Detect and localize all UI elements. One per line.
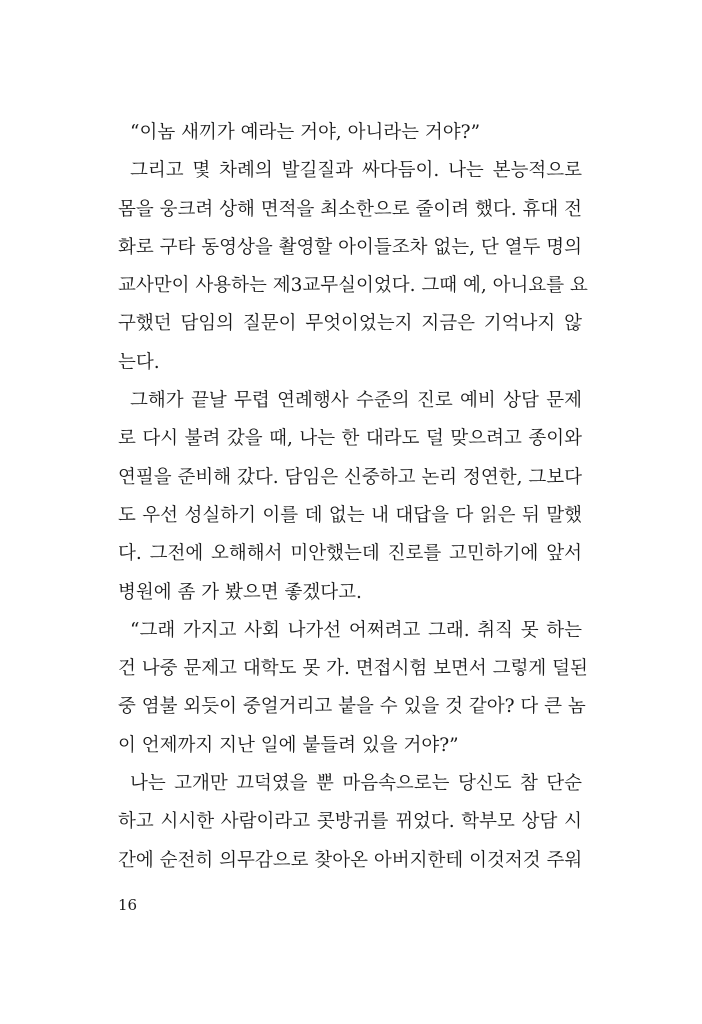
text-line: 도 우선 성실하기 이를 데 없는 내 대답을 다 읽은 뒤 말했 — [118, 504, 582, 526]
text-line: “이놈 새끼가 예라는 거야, 아니라는 거야?” — [130, 122, 481, 143]
page-body — [118, 118, 588, 884]
text-line: 그리고 몇 차례의 발길질과 싸다듬이. 나는 본능적으로 — [130, 160, 582, 182]
text-line: “그래 가지고 사회 나가선 어쩌려고 그래. 취직 못 하는 — [130, 619, 582, 641]
text-line: 는다. — [118, 351, 160, 373]
text-line: 구했던 담임의 질문이 무엇이었는지 지금은 기억나지 않 — [118, 313, 582, 335]
page-number: 16 — [118, 896, 138, 914]
text-line: 이 언제까지 지난 일에 붙들려 있을 거야?” — [118, 734, 459, 756]
text-line: 하고 시시한 사람이라고 콧방귀를 뀌었다. 학부모 상담 시 — [118, 811, 582, 833]
text-line: 건 나중 문제고 대학도 못 가. 면접시험 보면서 그렇게 덜된 — [118, 658, 588, 680]
text-line: 그해가 끝날 무렵 연례행사 수준의 진로 예비 상담 문제 — [130, 390, 582, 412]
text-line: 나는 고개만 끄덕였을 뿐 마음속으로는 당신도 참 단순 — [130, 773, 582, 795]
text-line: 연필을 준비해 갔다. 담임은 신중하고 논리 정연한, 그보다 — [118, 466, 582, 488]
text-line: 몸을 웅크려 상해 면적을 최소한으로 줄이려 했다. 휴대 전 — [118, 198, 582, 220]
text-line: 로 다시 불려 갔을 때, 나는 한 대라도 덜 맞으려고 종이와 — [118, 428, 582, 450]
text-line: 간에 순전히 의무감으로 찾아온 아버지한테 이것저것 주워 — [118, 849, 583, 871]
text-line: 화로 구타 동영상을 촬영할 아이들조차 없는, 단 열두 명의 — [118, 236, 582, 258]
text-line: 병원에 좀 가 봤으면 좋겠다고. — [118, 581, 362, 603]
text-line: 다. 그전에 오해해서 미안했는데 진로를 고민하기에 앞서 — [118, 543, 582, 565]
text-line: 교사만이 사용하는 제3교무실이었다. 그때 예, 아니요를 요 — [118, 275, 588, 297]
text-line: 중 염불 외듯이 중얼거리고 붙을 수 있을 것 같아? 다 큰 놈 — [118, 696, 586, 718]
